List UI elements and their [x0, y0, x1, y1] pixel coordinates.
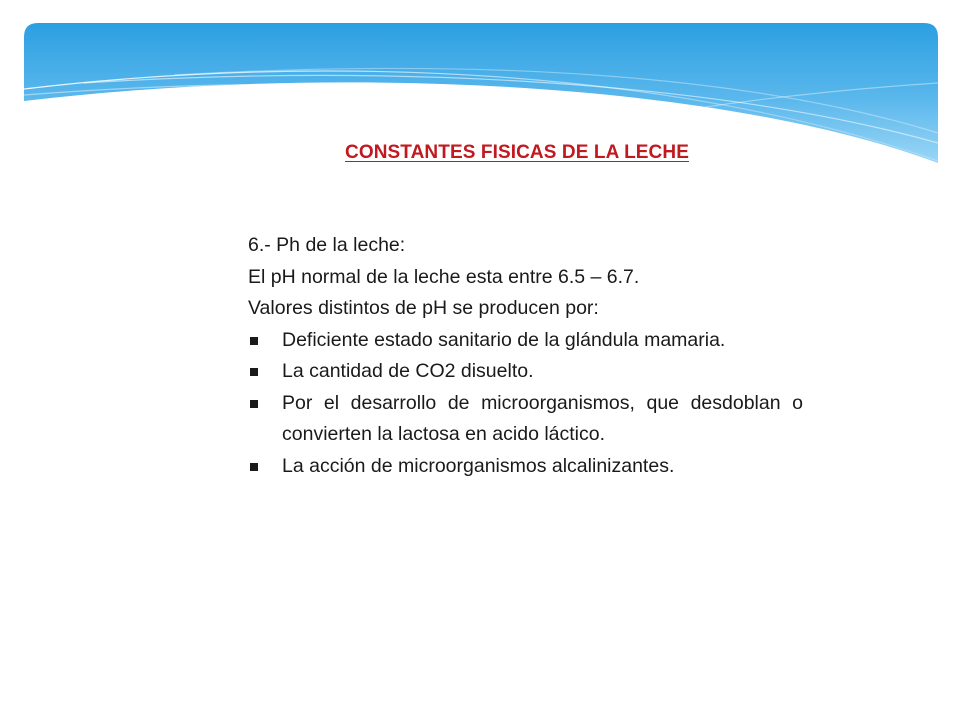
- list-item: [248, 388, 803, 451]
- paragraph-causes-intro: Valores distintos de pH se producen por:: [248, 297, 599, 319]
- slide-title: [0, 142, 960, 164]
- section-heading: 6.- Ph de la leche:: [248, 234, 406, 256]
- list-item: [248, 451, 803, 483]
- list-item-text: Por el desarrollo de microorganismos, que desdoblan o convierten la lactosa en acido láctico.: [282, 391, 803, 445]
- content-block: [248, 230, 803, 482]
- bullet-list: [248, 325, 803, 483]
- square-bullet-icon: [250, 337, 258, 345]
- square-bullet-icon: [250, 368, 258, 376]
- square-bullet-icon: [250, 400, 258, 408]
- list-item-text: Deficiente estado sanitario de la glándula mamaria.: [282, 328, 726, 351]
- list-item: [248, 356, 803, 388]
- list-item-text: La acción de microorganismos alcalinizantes.: [282, 454, 675, 477]
- slide-title-text: CONSTANTES FISICAS DE LA LECHE: [345, 142, 689, 163]
- list-item: [248, 325, 803, 357]
- paragraph-normal-ph: El pH normal de la leche esta entre 6.5 – 6.7.: [248, 265, 640, 288]
- square-bullet-icon: [250, 463, 258, 471]
- list-item-text: La cantidad de CO2 disuelto.: [282, 360, 534, 382]
